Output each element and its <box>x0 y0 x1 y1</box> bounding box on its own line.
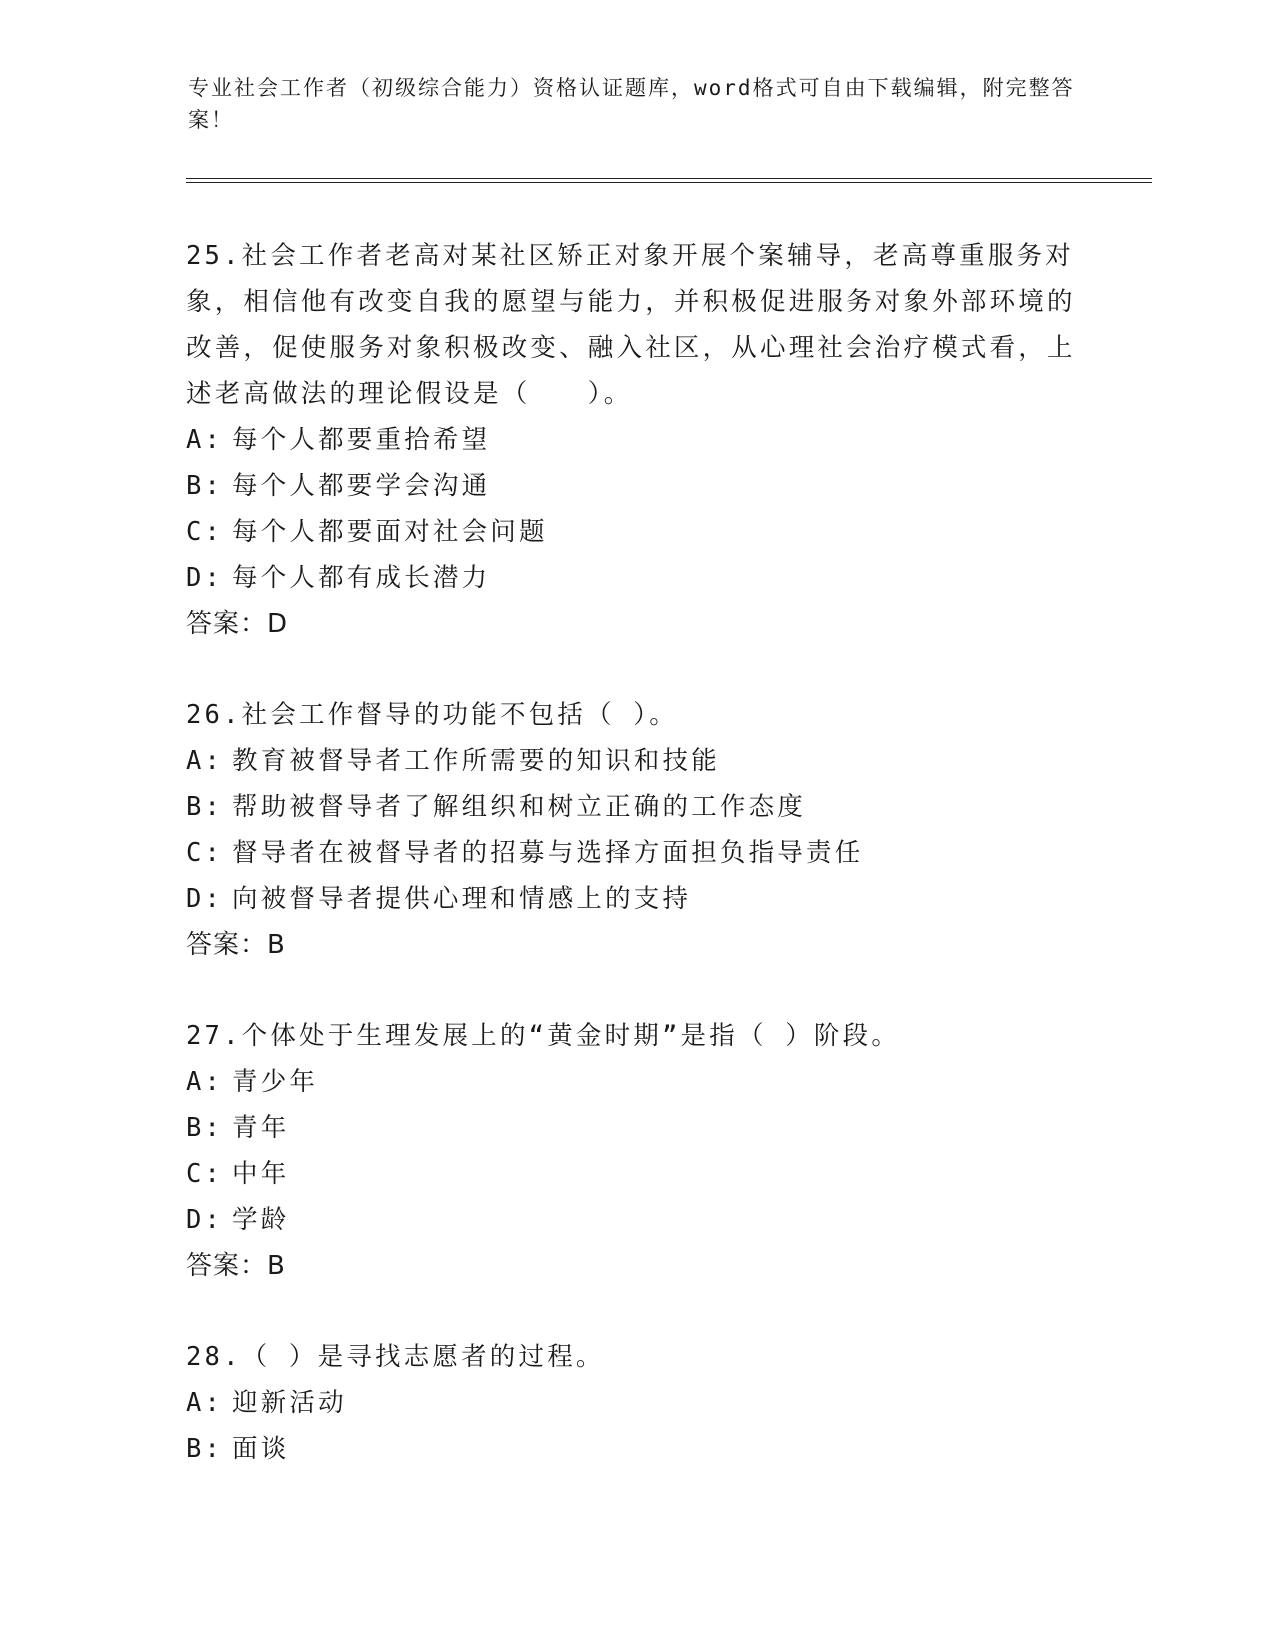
option-text: 青年 <box>232 1113 290 1143</box>
option-letter: B: <box>186 1434 224 1464</box>
option-text: 督导者在被督导者的招募与选择方面担负指导责任 <box>232 838 864 868</box>
question-stem: 28.（ ）是寻找志愿者的过程。 <box>186 1342 605 1372</box>
option-text: 面谈 <box>232 1434 290 1464</box>
option-letter: B: <box>186 471 224 501</box>
option-letter: C: <box>186 1159 224 1189</box>
option-letter: D: <box>186 1205 224 1235</box>
question-stem: 25.社会工作者老高对某社区矫正对象开展个案辅导，老高尊重服务对象，相信他有改变自我的愿望与能力，并积极促进服务对象外部环境的改善，促使服务对象积极改变、融入社区，从心理社会治疗模式看，上述老高做法的理论假设是（ ）。 <box>186 241 1076 409</box>
option-letter: A: <box>186 1388 224 1418</box>
option-a <box>186 1059 1086 1105</box>
question-26 <box>186 692 1086 968</box>
option-letter: A: <box>186 425 224 455</box>
option-text: 迎新活动 <box>232 1388 347 1418</box>
option-text: 中年 <box>232 1159 290 1189</box>
answer-line: 答案：D <box>186 609 289 639</box>
option-letter: B: <box>186 792 224 822</box>
header-divider-top <box>186 178 1152 179</box>
option-b <box>186 1105 1086 1151</box>
answer-line: 答案：B <box>186 1251 286 1281</box>
option-text: 每个人都要重拾希望 <box>232 425 491 455</box>
option-d <box>186 1197 1086 1243</box>
option-text: 向被督导者提供心理和情感上的支持 <box>232 884 692 914</box>
page-header-title: 专业社会工作者（初级综合能力）资格认证题库，word格式可自由下载编辑，附完整答案！ <box>188 76 1075 132</box>
option-text: 帮助被督导者了解组织和树立正确的工作态度 <box>232 792 807 822</box>
question-list <box>186 233 1086 1517</box>
header-divider-bottom <box>186 182 1152 183</box>
option-d <box>186 555 1086 601</box>
question-25 <box>186 233 1086 647</box>
option-text: 学龄 <box>232 1205 290 1235</box>
option-c <box>186 830 1086 876</box>
option-a <box>186 738 1086 784</box>
option-letter: D: <box>186 563 224 593</box>
option-b <box>186 1426 1086 1472</box>
option-letter: A: <box>186 746 224 776</box>
option-letter: D: <box>186 884 224 914</box>
question-stem: 26.社会工作督导的功能不包括（ ）。 <box>186 700 678 730</box>
option-c <box>186 1151 1086 1197</box>
option-text: 每个人都有成长潜力 <box>232 563 491 593</box>
option-text: 教育被督导者工作所需要的知识和技能 <box>232 746 720 776</box>
option-letter: B: <box>186 1113 224 1143</box>
option-a <box>186 1380 1086 1426</box>
option-b <box>186 784 1086 830</box>
answer-line: 答案：B <box>186 930 286 960</box>
question-stem: 27.个体处于生理发展上的“黄金时期”是指（ ）阶段。 <box>186 1021 901 1051</box>
option-letter: A: <box>186 1067 224 1097</box>
question-27 <box>186 1013 1086 1289</box>
option-text: 青少年 <box>232 1067 319 1097</box>
option-d <box>186 876 1086 922</box>
option-text: 每个人都要学会沟通 <box>232 471 491 501</box>
option-text: 每个人都要面对社会问题 <box>232 517 548 547</box>
option-a <box>186 417 1086 463</box>
option-letter: C: <box>186 838 224 868</box>
option-letter: C: <box>186 517 224 547</box>
option-b <box>186 463 1086 509</box>
question-28 <box>186 1334 1086 1472</box>
option-c <box>186 509 1086 555</box>
